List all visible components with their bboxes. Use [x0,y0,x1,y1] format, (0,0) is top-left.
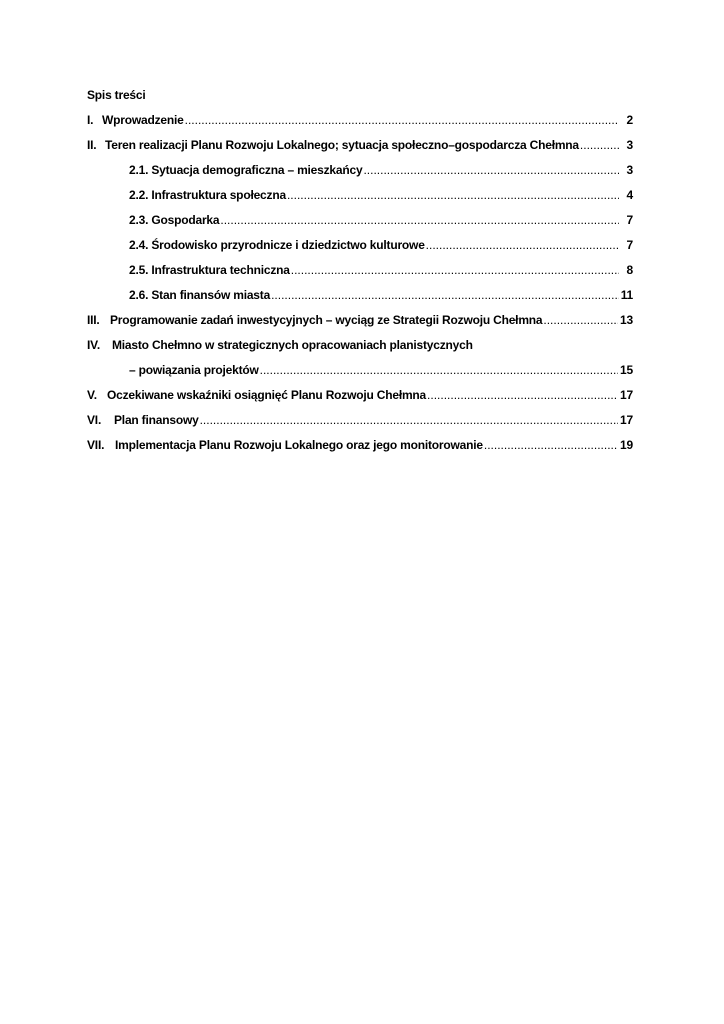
toc-page-number: 17 [620,413,633,427]
toc-leader-dots [543,312,618,329]
toc-page-number: 19 [620,438,633,452]
toc-entry-number: VI. [87,413,102,427]
toc-entry-number: 2.6. [129,288,149,302]
toc-entry-1[interactable] [87,112,633,137]
table-of-contents [87,87,633,462]
toc-leader-dots [484,437,618,454]
toc-entry-number: II. [87,138,97,152]
toc-entry-label: Plan finansowy [114,413,199,427]
toc-entry-2-4[interactable] [87,237,633,262]
toc-entry-number: 2.4. [129,238,149,252]
toc-entry-number: VII. [87,438,105,452]
toc-leader-dots [427,387,618,404]
toc-leader-dots [271,287,619,304]
toc-page-number: 3 [626,163,633,177]
toc-entry-number: III. [87,313,100,327]
toc-entry-number: 2.2. [129,188,149,202]
toc-entry-4[interactable] [87,337,633,362]
toc-page-number: 15 [620,363,633,377]
toc-entry-2[interactable] [87,137,633,162]
toc-entry-5[interactable] [87,387,633,412]
toc-entry-number: I. [87,113,94,127]
toc-leader-dots [363,162,619,179]
toc-entry-number: 2.5. [129,263,149,277]
toc-entry-label: Programowanie zadań inwestycyjnych – wyciąg ze Strategii Rozwoju Chełmna [110,313,543,327]
toc-entry-2-1[interactable] [87,162,633,187]
toc-page-number: 2 [626,113,633,127]
toc-leader-dots [287,187,619,204]
toc-page-number: 13 [620,313,633,327]
toc-entry-number: 2.1. [129,163,149,177]
toc-leader-dots [291,262,619,279]
toc-entry-label: Sytuacja demograficzna – mieszkańcy [151,163,363,177]
toc-entry-label: – powiązania projektów [129,363,259,377]
toc-page-number: 17 [620,388,633,402]
toc-entry-label: Stan finansów miasta [151,288,271,302]
toc-entry-6[interactable] [87,412,633,437]
toc-title: Spis treści [87,88,146,102]
toc-leader-dots [200,412,618,429]
toc-entry-number: 2.3. [129,213,149,227]
toc-page-number: 4 [626,188,633,202]
toc-entry-label: Implementacja Planu Rozwoju Lokalnego oraz jego monitorowanie [115,438,483,452]
toc-page-number: 11 [620,288,633,302]
toc-entry-4-continuation[interactable] [87,362,633,387]
toc-entry-label: Oczekiwane wskaźniki osiągnięć Planu Rozwoju Chełmna [107,388,427,402]
toc-page-number: 7 [626,213,633,227]
toc-entry-label: Infrastruktura techniczna [151,263,290,277]
toc-entry-label: Infrastruktura społeczna [151,188,286,202]
toc-entry-7[interactable] [87,437,633,462]
toc-entry-2-6[interactable] [87,287,633,312]
toc-entry-number: V. [87,388,97,402]
toc-leader-dots [580,137,619,154]
toc-entry-number: IV. [87,338,100,352]
toc-entry-label: Wprowadzenie [102,113,184,127]
toc-entry-3[interactable] [87,312,633,337]
toc-page-number: 7 [626,238,633,252]
toc-entry-label: Gospodarka [151,213,220,227]
toc-leader-dots [260,362,618,379]
toc-page-number: 3 [626,138,633,152]
toc-entry-label: Miasto Chełmno w strategicznych opracowaniach planistycznych [112,338,473,352]
toc-entry-label: Teren realizacji Planu Rozwoju Lokalnego; sytuacja społeczno–gospodarcza Chełmna [105,138,579,152]
toc-leader-dots [426,237,619,254]
toc-leader-dots [185,112,619,129]
toc-entry-2-2[interactable] [87,187,633,212]
toc-page-number: 8 [626,263,633,277]
toc-entry-2-3[interactable] [87,212,633,237]
toc-entry-label: Środowisko przyrodnicze i dziedzictwo kulturowe [151,238,425,252]
toc-entry-2-5[interactable] [87,262,633,287]
toc-leader-dots [220,212,619,229]
